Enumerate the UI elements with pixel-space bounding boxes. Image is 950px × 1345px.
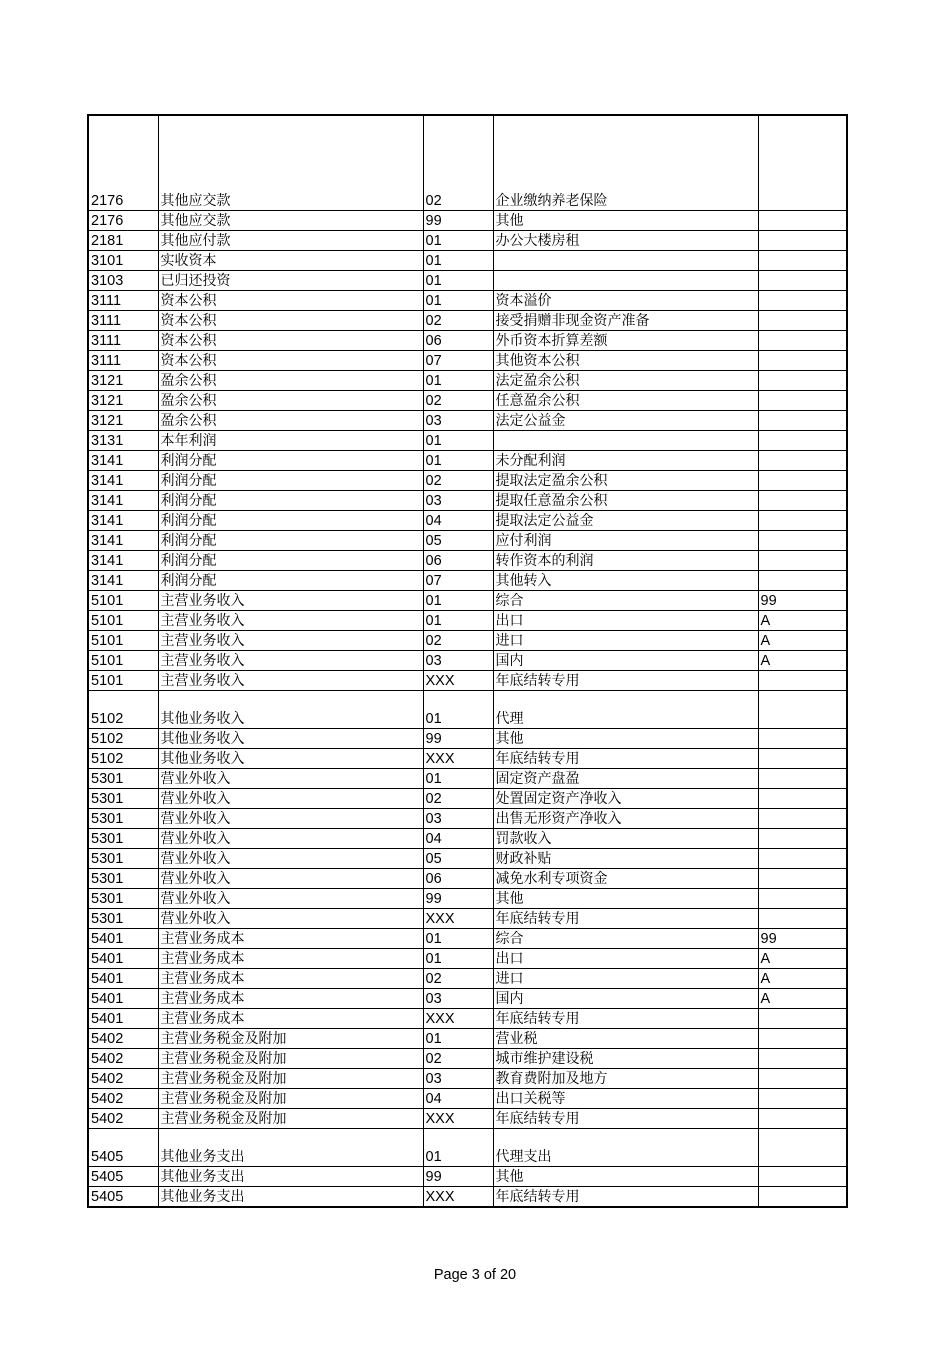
flag-cell bbox=[758, 531, 847, 551]
sub-name-cell: 综合 bbox=[493, 929, 758, 949]
table-row bbox=[88, 949, 847, 969]
sub-code-cell: 99 bbox=[423, 889, 493, 909]
account-name-cell: 营业外收入 bbox=[158, 909, 423, 929]
sub-name-cell bbox=[493, 251, 758, 271]
sub-code-cell: 02 bbox=[423, 969, 493, 989]
sub-name-cell: 出口 bbox=[493, 949, 758, 969]
table-row bbox=[88, 849, 847, 869]
account-code-cell: 5402 bbox=[88, 1069, 158, 1089]
table-row bbox=[88, 491, 847, 511]
account-code-cell: 5301 bbox=[88, 789, 158, 809]
account-name-cell: 营业外收入 bbox=[158, 769, 423, 789]
sub-name-cell: 综合 bbox=[493, 591, 758, 611]
sub-code-cell: 02 bbox=[423, 391, 493, 411]
account-code-cell: 5405 bbox=[88, 1187, 158, 1208]
account-code-cell: 5405 bbox=[88, 1129, 158, 1167]
account-name-cell: 主营业务成本 bbox=[158, 929, 423, 949]
account-code-cell: 5401 bbox=[88, 949, 158, 969]
flag-cell: 99 bbox=[758, 929, 847, 949]
flag-cell bbox=[758, 671, 847, 691]
sub-name-cell: 营业税 bbox=[493, 1029, 758, 1049]
account-code-cell: 5101 bbox=[88, 631, 158, 651]
account-code-cell: 3111 bbox=[88, 331, 158, 351]
sub-code-cell: 02 bbox=[423, 471, 493, 491]
sub-code-cell: 05 bbox=[423, 531, 493, 551]
sub-name-cell: 财政补贴 bbox=[493, 849, 758, 869]
flag-cell bbox=[758, 1129, 847, 1167]
account-name-cell: 利润分配 bbox=[158, 571, 423, 591]
account-code-cell: 3141 bbox=[88, 571, 158, 591]
account-name-cell: 利润分配 bbox=[158, 511, 423, 531]
account-name-cell: 利润分配 bbox=[158, 491, 423, 511]
account-name-cell: 盈余公积 bbox=[158, 411, 423, 431]
sub-name-cell: 应付利润 bbox=[493, 531, 758, 551]
account-name-cell: 实收资本 bbox=[158, 251, 423, 271]
flag-cell bbox=[758, 311, 847, 331]
table-row bbox=[88, 729, 847, 749]
sub-name-cell bbox=[493, 431, 758, 451]
account-code-cell: 5102 bbox=[88, 749, 158, 769]
account-name-cell: 主营业务成本 bbox=[158, 969, 423, 989]
account-name-cell: 其他业务支出 bbox=[158, 1187, 423, 1208]
sub-name-cell: 其他资本公积 bbox=[493, 351, 758, 371]
sub-name-cell: 办公大楼房租 bbox=[493, 231, 758, 251]
table-row bbox=[88, 869, 847, 889]
flag-cell bbox=[758, 471, 847, 491]
account-code-cell: 2181 bbox=[88, 231, 158, 251]
account-name-cell: 盈余公积 bbox=[158, 391, 423, 411]
account-name-cell: 主营业务收入 bbox=[158, 651, 423, 671]
sub-name-cell: 任意盈余公积 bbox=[493, 391, 758, 411]
account-code-cell: 2176 bbox=[88, 211, 158, 231]
table-row bbox=[88, 1029, 847, 1049]
sub-code-cell: 03 bbox=[423, 989, 493, 1009]
sub-name-cell: 罚款收入 bbox=[493, 829, 758, 849]
flag-cell bbox=[758, 769, 847, 789]
account-name-cell: 主营业务税金及附加 bbox=[158, 1109, 423, 1129]
account-code-cell: 5301 bbox=[88, 829, 158, 849]
account-code-cell: 3111 bbox=[88, 291, 158, 311]
account-name-cell: 主营业务收入 bbox=[158, 671, 423, 691]
flag-cell bbox=[758, 909, 847, 929]
table-row bbox=[88, 391, 847, 411]
account-code-cell: 3141 bbox=[88, 471, 158, 491]
sub-code-cell: 02 bbox=[423, 631, 493, 651]
flag-cell bbox=[758, 391, 847, 411]
flag-cell: A bbox=[758, 989, 847, 1009]
table-row bbox=[88, 1089, 847, 1109]
sub-code-cell: 05 bbox=[423, 849, 493, 869]
account-name-cell: 营业外收入 bbox=[158, 829, 423, 849]
flag-cell bbox=[758, 551, 847, 571]
flag-cell bbox=[758, 1187, 847, 1208]
account-name-cell: 主营业务收入 bbox=[158, 591, 423, 611]
account-name-cell: 主营业务税金及附加 bbox=[158, 1049, 423, 1069]
table-row bbox=[88, 251, 847, 271]
sub-code-cell: XXX bbox=[423, 1187, 493, 1208]
sub-name-cell: 国内 bbox=[493, 989, 758, 1009]
account-code-cell: 3141 bbox=[88, 511, 158, 531]
sub-code-cell: 01 bbox=[423, 691, 493, 729]
flag-cell bbox=[758, 1167, 847, 1187]
sub-name-cell: 提取法定盈余公积 bbox=[493, 471, 758, 491]
sub-code-cell: XXX bbox=[423, 909, 493, 929]
table-row bbox=[88, 1009, 847, 1029]
flag-cell bbox=[758, 1009, 847, 1029]
sub-code-cell: 99 bbox=[423, 729, 493, 749]
flag-cell: A bbox=[758, 651, 847, 671]
sub-name-cell: 城市维护建设税 bbox=[493, 1049, 758, 1069]
account-code-cell: 5402 bbox=[88, 1029, 158, 1049]
table-row bbox=[88, 371, 847, 391]
sub-code-cell: 03 bbox=[423, 411, 493, 431]
table-row bbox=[88, 431, 847, 451]
table-row bbox=[88, 451, 847, 471]
account-name-cell: 其他业务收入 bbox=[158, 729, 423, 749]
sub-code-cell: 02 bbox=[423, 311, 493, 331]
flag-cell bbox=[758, 371, 847, 391]
account-code-cell: 3103 bbox=[88, 271, 158, 291]
sub-code-cell: XXX bbox=[423, 749, 493, 769]
flag-cell: 99 bbox=[758, 591, 847, 611]
account-code-cell: 3121 bbox=[88, 391, 158, 411]
flag-cell bbox=[758, 869, 847, 889]
account-name-cell: 利润分配 bbox=[158, 551, 423, 571]
account-name-cell: 利润分配 bbox=[158, 531, 423, 551]
table-row bbox=[88, 889, 847, 909]
flag-cell bbox=[758, 271, 847, 291]
sub-code-cell: 02 bbox=[423, 1049, 493, 1069]
account-code-cell: 5405 bbox=[88, 1167, 158, 1187]
sub-code-cell: 01 bbox=[423, 291, 493, 311]
account-name-cell: 其他应交款 bbox=[158, 211, 423, 231]
sub-code-cell: 07 bbox=[423, 571, 493, 591]
sub-code-cell: 01 bbox=[423, 251, 493, 271]
table-row bbox=[88, 1069, 847, 1089]
sub-code-cell: 03 bbox=[423, 1069, 493, 1089]
sub-name-cell: 企业缴纳养老保险 bbox=[493, 115, 758, 211]
flag-cell bbox=[758, 849, 847, 869]
table-row bbox=[88, 571, 847, 591]
sub-name-cell: 其他 bbox=[493, 729, 758, 749]
account-code-cell: 5301 bbox=[88, 809, 158, 829]
sub-code-cell: 02 bbox=[423, 115, 493, 211]
sub-code-cell: 04 bbox=[423, 1089, 493, 1109]
flag-cell bbox=[758, 491, 847, 511]
sub-name-cell: 其他 bbox=[493, 211, 758, 231]
account-name-cell: 营业外收入 bbox=[158, 789, 423, 809]
account-code-cell: 5301 bbox=[88, 909, 158, 929]
flag-cell bbox=[758, 1029, 847, 1049]
account-name-cell: 营业外收入 bbox=[158, 809, 423, 829]
account-code-cell: 3121 bbox=[88, 371, 158, 391]
table-row bbox=[88, 929, 847, 949]
account-name-cell: 资本公积 bbox=[158, 331, 423, 351]
sub-name-cell: 教育费附加及地方 bbox=[493, 1069, 758, 1089]
table-row bbox=[88, 809, 847, 829]
sub-name-cell: 代理支出 bbox=[493, 1129, 758, 1167]
sub-name-cell: 资本溢价 bbox=[493, 291, 758, 311]
account-code-cell: 3121 bbox=[88, 411, 158, 431]
account-name-cell: 其他应交款 bbox=[158, 115, 423, 211]
table-row bbox=[88, 909, 847, 929]
sub-code-cell: 01 bbox=[423, 949, 493, 969]
account-name-cell: 资本公积 bbox=[158, 311, 423, 331]
account-name-cell: 利润分配 bbox=[158, 451, 423, 471]
sub-code-cell: 01 bbox=[423, 431, 493, 451]
account-name-cell: 其他业务支出 bbox=[158, 1129, 423, 1167]
sub-name-cell: 固定资产盘盈 bbox=[493, 769, 758, 789]
table-row bbox=[88, 591, 847, 611]
account-code-cell: 5301 bbox=[88, 889, 158, 909]
account-code-cell: 3141 bbox=[88, 551, 158, 571]
table-row bbox=[88, 631, 847, 651]
account-code-cell: 5401 bbox=[88, 989, 158, 1009]
table-row bbox=[88, 271, 847, 291]
account-code-cell: 5101 bbox=[88, 611, 158, 631]
flag-cell bbox=[758, 691, 847, 729]
account-code-cell: 5301 bbox=[88, 849, 158, 869]
account-name-cell: 主营业务税金及附加 bbox=[158, 1029, 423, 1049]
sub-name-cell: 出口关税等 bbox=[493, 1089, 758, 1109]
flag-cell bbox=[758, 251, 847, 271]
sub-name-cell: 法定公益金 bbox=[493, 411, 758, 431]
sub-code-cell: 07 bbox=[423, 351, 493, 371]
sub-name-cell: 其他转入 bbox=[493, 571, 758, 591]
sub-code-cell: 01 bbox=[423, 769, 493, 789]
table-row bbox=[88, 989, 847, 1009]
account-name-cell: 本年利润 bbox=[158, 431, 423, 451]
account-code-cell: 5402 bbox=[88, 1089, 158, 1109]
account-code-cell: 2176 bbox=[88, 115, 158, 211]
account-name-cell: 已归还投资 bbox=[158, 271, 423, 291]
table-row bbox=[88, 671, 847, 691]
account-code-cell: 3101 bbox=[88, 251, 158, 271]
account-name-cell: 主营业务收入 bbox=[158, 631, 423, 651]
account-name-cell: 营业外收入 bbox=[158, 869, 423, 889]
account-code-cell: 5101 bbox=[88, 671, 158, 691]
account-code-cell: 3141 bbox=[88, 531, 158, 551]
table-row bbox=[88, 1049, 847, 1069]
sub-code-cell: 99 bbox=[423, 211, 493, 231]
flag-cell bbox=[758, 411, 847, 431]
sub-code-cell: 01 bbox=[423, 271, 493, 291]
account-name-cell: 主营业务成本 bbox=[158, 949, 423, 969]
sub-code-cell: 06 bbox=[423, 331, 493, 351]
sub-code-cell: XXX bbox=[423, 1009, 493, 1029]
sub-name-cell: 法定盈余公积 bbox=[493, 371, 758, 391]
account-name-cell: 主营业务税金及附加 bbox=[158, 1069, 423, 1089]
flag-cell bbox=[758, 829, 847, 849]
table-row bbox=[88, 1167, 847, 1187]
table-row bbox=[88, 969, 847, 989]
table-row bbox=[88, 311, 847, 331]
table-row bbox=[88, 331, 847, 351]
flag-cell bbox=[758, 291, 847, 311]
account-code-cell: 3131 bbox=[88, 431, 158, 451]
sub-name-cell: 处置固定资产净收入 bbox=[493, 789, 758, 809]
sub-code-cell: 01 bbox=[423, 231, 493, 251]
sub-name-cell: 出口 bbox=[493, 611, 758, 631]
sub-name-cell: 外币资本折算差额 bbox=[493, 331, 758, 351]
table-row bbox=[88, 411, 847, 431]
flag-cell bbox=[758, 1049, 847, 1069]
sub-name-cell: 年底结转专用 bbox=[493, 671, 758, 691]
table-row bbox=[88, 651, 847, 671]
account-code-cell: 5401 bbox=[88, 969, 158, 989]
sub-code-cell: 03 bbox=[423, 651, 493, 671]
flag-cell bbox=[758, 431, 847, 451]
flag-cell: A bbox=[758, 631, 847, 651]
account-code-cell: 3141 bbox=[88, 491, 158, 511]
sub-code-cell: 06 bbox=[423, 551, 493, 571]
table-row bbox=[88, 829, 847, 849]
account-code-cell: 5101 bbox=[88, 591, 158, 611]
flag-cell bbox=[758, 211, 847, 231]
sub-name-cell: 未分配利润 bbox=[493, 451, 758, 471]
account-name-cell: 营业外收入 bbox=[158, 849, 423, 869]
sub-code-cell: 02 bbox=[423, 789, 493, 809]
account-name-cell: 主营业务税金及附加 bbox=[158, 1089, 423, 1109]
account-name-cell: 营业外收入 bbox=[158, 889, 423, 909]
sub-name-cell: 年底结转专用 bbox=[493, 1187, 758, 1208]
account-code-cell: 5402 bbox=[88, 1049, 158, 1069]
sub-name-cell bbox=[493, 271, 758, 291]
table-row bbox=[88, 231, 847, 251]
sub-name-cell: 年底结转专用 bbox=[493, 1009, 758, 1029]
flag-cell bbox=[758, 749, 847, 769]
sub-code-cell: XXX bbox=[423, 671, 493, 691]
flag-cell bbox=[758, 789, 847, 809]
flag-cell bbox=[758, 1069, 847, 1089]
sub-code-cell: 04 bbox=[423, 511, 493, 531]
flag-cell bbox=[758, 115, 847, 211]
account-name-cell: 其他应付款 bbox=[158, 231, 423, 251]
sub-name-cell: 接受捐赠非现金资产准备 bbox=[493, 311, 758, 331]
table-row bbox=[88, 291, 847, 311]
flag-cell: A bbox=[758, 611, 847, 631]
account-name-cell: 利润分配 bbox=[158, 471, 423, 491]
flag-cell bbox=[758, 351, 847, 371]
sub-name-cell: 减免水利专项资金 bbox=[493, 869, 758, 889]
account-name-cell: 主营业务成本 bbox=[158, 989, 423, 1009]
flag-cell bbox=[758, 511, 847, 531]
account-code-cell: 5401 bbox=[88, 1009, 158, 1029]
flag-cell bbox=[758, 889, 847, 909]
sub-code-cell: 01 bbox=[423, 1129, 493, 1167]
account-name-cell: 盈余公积 bbox=[158, 371, 423, 391]
account-name-cell: 主营业务收入 bbox=[158, 611, 423, 631]
flag-cell: A bbox=[758, 969, 847, 989]
table-row bbox=[88, 1187, 847, 1208]
sub-name-cell: 提取法定公益金 bbox=[493, 511, 758, 531]
sub-name-cell: 转作资本的利润 bbox=[493, 551, 758, 571]
table-row bbox=[88, 511, 847, 531]
table-row bbox=[88, 1129, 847, 1167]
table-row bbox=[88, 691, 847, 729]
account-code-cell: 3111 bbox=[88, 351, 158, 371]
account-code-cell: 5402 bbox=[88, 1109, 158, 1129]
sub-name-cell: 年底结转专用 bbox=[493, 909, 758, 929]
table-row bbox=[88, 789, 847, 809]
flag-cell bbox=[758, 231, 847, 251]
account-code-cell: 5102 bbox=[88, 729, 158, 749]
sub-name-cell: 年底结转专用 bbox=[493, 1109, 758, 1129]
sub-code-cell: 04 bbox=[423, 829, 493, 849]
sub-code-cell: 01 bbox=[423, 371, 493, 391]
account-code-cell: 5102 bbox=[88, 691, 158, 729]
account-name-cell: 其他业务支出 bbox=[158, 1167, 423, 1187]
sub-code-cell: 03 bbox=[423, 809, 493, 829]
table-row bbox=[88, 471, 847, 491]
table-row bbox=[88, 611, 847, 631]
sub-code-cell: 99 bbox=[423, 1167, 493, 1187]
account-table bbox=[87, 114, 848, 1208]
flag-cell bbox=[758, 809, 847, 829]
account-name-cell: 资本公积 bbox=[158, 291, 423, 311]
sub-name-cell: 出售无形资产净收入 bbox=[493, 809, 758, 829]
account-name-cell: 其他业务收入 bbox=[158, 749, 423, 769]
flag-cell bbox=[758, 451, 847, 471]
sub-code-cell: 01 bbox=[423, 591, 493, 611]
sub-name-cell: 年底结转专用 bbox=[493, 749, 758, 769]
account-code-cell: 3111 bbox=[88, 311, 158, 331]
table-row bbox=[88, 115, 847, 211]
flag-cell bbox=[758, 729, 847, 749]
sub-code-cell: 01 bbox=[423, 929, 493, 949]
page-number: Page 3 of 20 bbox=[433, 1267, 517, 1283]
flag-cell bbox=[758, 571, 847, 591]
account-code-cell: 5301 bbox=[88, 869, 158, 889]
sub-name-cell: 其他 bbox=[493, 1167, 758, 1187]
sub-name-cell: 其他 bbox=[493, 889, 758, 909]
flag-cell bbox=[758, 331, 847, 351]
sub-code-cell: 06 bbox=[423, 869, 493, 889]
table-row bbox=[88, 551, 847, 571]
table-row bbox=[88, 769, 847, 789]
sub-code-cell: 01 bbox=[423, 611, 493, 631]
sub-code-cell: 01 bbox=[423, 451, 493, 471]
sub-name-cell: 进口 bbox=[493, 631, 758, 651]
sub-name-cell: 代理 bbox=[493, 691, 758, 729]
sub-name-cell: 提取任意盈余公积 bbox=[493, 491, 758, 511]
account-name-cell: 主营业务成本 bbox=[158, 1009, 423, 1029]
sub-name-cell: 国内 bbox=[493, 651, 758, 671]
sub-code-cell: 03 bbox=[423, 491, 493, 511]
table-row bbox=[88, 1109, 847, 1129]
account-code-cell: 5301 bbox=[88, 769, 158, 789]
flag-cell: A bbox=[758, 949, 847, 969]
sub-code-cell: 01 bbox=[423, 1029, 493, 1049]
table-row bbox=[88, 531, 847, 551]
sub-name-cell: 进口 bbox=[493, 969, 758, 989]
table-row bbox=[88, 351, 847, 371]
account-code-cell: 5401 bbox=[88, 929, 158, 949]
account-code-cell: 3141 bbox=[88, 451, 158, 471]
table-row bbox=[88, 749, 847, 769]
sub-code-cell: XXX bbox=[423, 1109, 493, 1129]
flag-cell bbox=[758, 1109, 847, 1129]
account-name-cell: 其他业务收入 bbox=[158, 691, 423, 729]
flag-cell bbox=[758, 1089, 847, 1109]
account-code-cell: 5101 bbox=[88, 651, 158, 671]
table-row bbox=[88, 211, 847, 231]
account-name-cell: 资本公积 bbox=[158, 351, 423, 371]
